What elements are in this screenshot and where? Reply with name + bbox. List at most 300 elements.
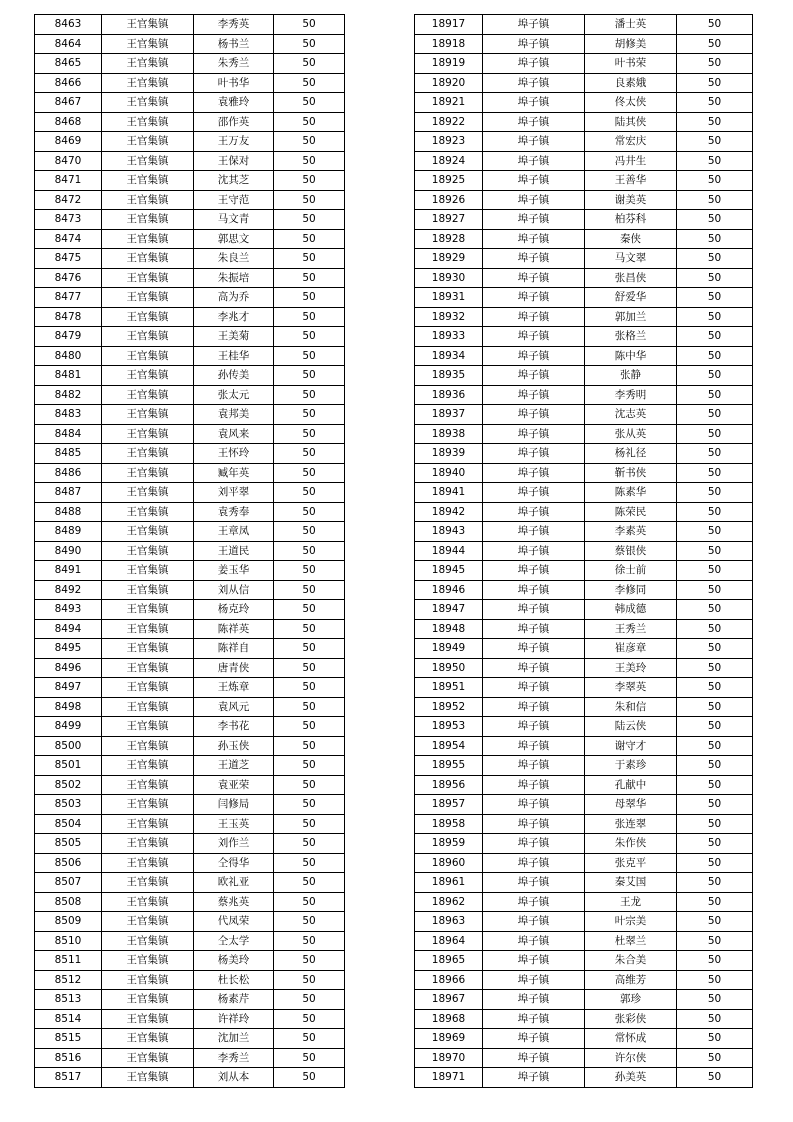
name-cell: 蔡兆英: [194, 892, 274, 912]
table-row: [415, 912, 753, 932]
name-cell: 唐青侠: [194, 658, 274, 678]
row-number-cell: 18964: [415, 931, 483, 951]
row-number-cell: 8509: [35, 912, 102, 932]
name-cell: 母翠华: [585, 795, 677, 815]
town-cell: 王官集镇: [102, 288, 194, 308]
table-row: [35, 1029, 345, 1049]
row-number-cell: 8492: [35, 580, 102, 600]
name-cell: 李书花: [194, 717, 274, 737]
town-cell: 王官集镇: [102, 619, 194, 639]
town-cell: 埠子镇: [483, 756, 585, 776]
row-number-cell: 8506: [35, 853, 102, 873]
row-number-cell: 8500: [35, 736, 102, 756]
row-number-cell: 8498: [35, 697, 102, 717]
town-cell: 王官集镇: [102, 385, 194, 405]
town-cell: 埠子镇: [483, 717, 585, 737]
amount-cell: 50: [677, 73, 753, 93]
row-number-cell: 8508: [35, 892, 102, 912]
table-row: [415, 15, 753, 35]
amount-cell: 50: [274, 268, 345, 288]
name-cell: 李秀明: [585, 385, 677, 405]
amount-cell: 50: [677, 736, 753, 756]
row-number-cell: 18923: [415, 132, 483, 152]
row-number-cell: 8512: [35, 970, 102, 990]
town-cell: 王官集镇: [102, 561, 194, 581]
table-row: [415, 34, 753, 54]
town-cell: 王官集镇: [102, 639, 194, 659]
amount-cell: 50: [677, 327, 753, 347]
town-cell: 王官集镇: [102, 834, 194, 854]
row-number-cell: 8490: [35, 541, 102, 561]
row-number-cell: 8505: [35, 834, 102, 854]
table-row: [35, 892, 345, 912]
row-number-cell: 18941: [415, 483, 483, 503]
amount-cell: 50: [274, 541, 345, 561]
amount-cell: 50: [677, 93, 753, 113]
amount-cell: 50: [274, 1029, 345, 1049]
town-cell: 埠子镇: [483, 93, 585, 113]
name-cell: 孙美英: [585, 1068, 677, 1088]
name-cell: 谢守才: [585, 736, 677, 756]
table-row: [415, 561, 753, 581]
town-cell: 王官集镇: [102, 717, 194, 737]
town-cell: 埠子镇: [483, 15, 585, 35]
table-row: [415, 834, 753, 854]
town-cell: 王官集镇: [102, 73, 194, 93]
name-cell: 王道芝: [194, 756, 274, 776]
town-cell: 王官集镇: [102, 931, 194, 951]
name-cell: 李秀兰: [194, 1048, 274, 1068]
table-row: [35, 814, 345, 834]
town-cell: 王官集镇: [102, 249, 194, 269]
table-row: [35, 151, 345, 171]
row-number-cell: 18966: [415, 970, 483, 990]
row-number-cell: 18926: [415, 190, 483, 210]
amount-cell: 50: [274, 561, 345, 581]
name-cell: 王玉英: [194, 814, 274, 834]
table-row: [415, 853, 753, 873]
name-cell: 杨素芹: [194, 990, 274, 1010]
name-cell: 朱振培: [194, 268, 274, 288]
town-cell: 王官集镇: [102, 912, 194, 932]
row-number-cell: 8469: [35, 132, 102, 152]
town-cell: 埠子镇: [483, 970, 585, 990]
row-number-cell: 8473: [35, 210, 102, 230]
amount-cell: 50: [677, 541, 753, 561]
table-row: [35, 249, 345, 269]
amount-cell: 50: [274, 814, 345, 834]
name-cell: 杨书兰: [194, 34, 274, 54]
amount-cell: 50: [274, 873, 345, 893]
town-cell: 埠子镇: [483, 1009, 585, 1029]
town-cell: 王官集镇: [102, 970, 194, 990]
table-row: [415, 385, 753, 405]
town-cell: 埠子镇: [483, 795, 585, 815]
amount-cell: 50: [677, 1068, 753, 1088]
town-cell: 埠子镇: [483, 541, 585, 561]
name-cell: 孙玉侠: [194, 736, 274, 756]
name-cell: 马文青: [194, 210, 274, 230]
row-number-cell: 18970: [415, 1048, 483, 1068]
table-row: [415, 892, 753, 912]
table-row: [35, 697, 345, 717]
town-cell: 埠子镇: [483, 346, 585, 366]
name-cell: 王守范: [194, 190, 274, 210]
town-cell: 王官集镇: [102, 795, 194, 815]
name-cell: 杜长松: [194, 970, 274, 990]
name-cell: 仝太学: [194, 931, 274, 951]
table-row: [415, 54, 753, 74]
row-number-cell: 8475: [35, 249, 102, 269]
amount-cell: 50: [274, 171, 345, 191]
amount-cell: 50: [677, 502, 753, 522]
amount-cell: 50: [274, 912, 345, 932]
town-cell: 王官集镇: [102, 658, 194, 678]
name-cell: 王章凤: [194, 522, 274, 542]
town-cell: 王官集镇: [102, 132, 194, 152]
name-cell: 王道民: [194, 541, 274, 561]
amount-cell: 50: [677, 678, 753, 698]
town-cell: 王官集镇: [102, 541, 194, 561]
town-cell: 埠子镇: [483, 1068, 585, 1088]
row-number-cell: 18919: [415, 54, 483, 74]
town-cell: 王官集镇: [102, 405, 194, 425]
row-number-cell: 8504: [35, 814, 102, 834]
table-row: [415, 795, 753, 815]
name-cell: 秦侠: [585, 229, 677, 249]
table-row: [35, 346, 345, 366]
town-cell: 埠子镇: [483, 190, 585, 210]
row-number-cell: 8487: [35, 483, 102, 503]
row-number-cell: 18933: [415, 327, 483, 347]
table-row: [415, 1068, 753, 1088]
table-row: [35, 1009, 345, 1029]
town-cell: 王官集镇: [102, 1029, 194, 1049]
amount-cell: 50: [274, 853, 345, 873]
row-number-cell: 18936: [415, 385, 483, 405]
amount-cell: 50: [274, 1009, 345, 1029]
row-number-cell: 8474: [35, 229, 102, 249]
town-cell: 埠子镇: [483, 444, 585, 464]
row-number-cell: 8491: [35, 561, 102, 581]
amount-cell: 50: [677, 171, 753, 191]
row-number-cell: 8483: [35, 405, 102, 425]
town-cell: 埠子镇: [483, 268, 585, 288]
amount-cell: 50: [274, 756, 345, 776]
amount-cell: 50: [274, 483, 345, 503]
table-row: [415, 990, 753, 1010]
amount-cell: 50: [274, 775, 345, 795]
name-cell: 郭加兰: [585, 307, 677, 327]
name-cell: 常宏庆: [585, 132, 677, 152]
amount-cell: 50: [677, 1029, 753, 1049]
name-cell: 袁风元: [194, 697, 274, 717]
row-number-cell: 8503: [35, 795, 102, 815]
table-row: [35, 639, 345, 659]
name-cell: 王桂华: [194, 346, 274, 366]
row-number-cell: 8467: [35, 93, 102, 113]
amount-cell: 50: [274, 385, 345, 405]
town-cell: 埠子镇: [483, 639, 585, 659]
table-row: [35, 775, 345, 795]
table-row: [35, 541, 345, 561]
name-cell: 陈素华: [585, 483, 677, 503]
left-table: [34, 14, 345, 1088]
row-number-cell: 8493: [35, 600, 102, 620]
row-number-cell: 18946: [415, 580, 483, 600]
row-number-cell: 18931: [415, 288, 483, 308]
name-cell: 袁秀奉: [194, 502, 274, 522]
town-cell: 埠子镇: [483, 658, 585, 678]
town-cell: 埠子镇: [483, 54, 585, 74]
amount-cell: 50: [274, 34, 345, 54]
name-cell: 张静: [585, 366, 677, 386]
row-number-cell: 8499: [35, 717, 102, 737]
table-row: [415, 873, 753, 893]
amount-cell: 50: [677, 561, 753, 581]
name-cell: 韩成德: [585, 600, 677, 620]
name-cell: 胡修美: [585, 34, 677, 54]
amount-cell: 50: [274, 951, 345, 971]
name-cell: 王龙: [585, 892, 677, 912]
table-row: [35, 931, 345, 951]
name-cell: 朱和信: [585, 697, 677, 717]
town-cell: 王官集镇: [102, 678, 194, 698]
name-cell: 王善华: [585, 171, 677, 191]
town-cell: 王官集镇: [102, 775, 194, 795]
amount-cell: 50: [274, 697, 345, 717]
table-row: [415, 736, 753, 756]
table-row: [415, 1048, 753, 1068]
row-number-cell: 8496: [35, 658, 102, 678]
name-cell: 王炼章: [194, 678, 274, 698]
town-cell: 王官集镇: [102, 522, 194, 542]
amount-cell: 50: [677, 268, 753, 288]
town-cell: 埠子镇: [483, 1029, 585, 1049]
table-row: [35, 951, 345, 971]
name-cell: 郭思文: [194, 229, 274, 249]
town-cell: 埠子镇: [483, 931, 585, 951]
table-row: [35, 15, 345, 35]
name-cell: 王美菊: [194, 327, 274, 347]
row-number-cell: 18953: [415, 717, 483, 737]
table-row: [415, 288, 753, 308]
name-cell: 张彩侠: [585, 1009, 677, 1029]
town-cell: 埠子镇: [483, 327, 585, 347]
town-cell: 埠子镇: [483, 619, 585, 639]
amount-cell: 50: [677, 931, 753, 951]
table-row: [415, 756, 753, 776]
amount-cell: 50: [677, 249, 753, 269]
amount-cell: 50: [274, 210, 345, 230]
row-number-cell: 18918: [415, 34, 483, 54]
row-number-cell: 18969: [415, 1029, 483, 1049]
row-number-cell: 8494: [35, 619, 102, 639]
name-cell: 张从英: [585, 424, 677, 444]
table-row: [35, 756, 345, 776]
amount-cell: 50: [677, 717, 753, 737]
row-number-cell: 18932: [415, 307, 483, 327]
row-number-cell: 18943: [415, 522, 483, 542]
amount-cell: 50: [677, 1048, 753, 1068]
name-cell: 闫修局: [194, 795, 274, 815]
town-cell: 埠子镇: [483, 229, 585, 249]
name-cell: 代凤荣: [194, 912, 274, 932]
name-cell: 徐士前: [585, 561, 677, 581]
table-row: [35, 190, 345, 210]
name-cell: 许尔侠: [585, 1048, 677, 1068]
amount-cell: 50: [677, 151, 753, 171]
amount-cell: 50: [274, 112, 345, 132]
table-row: [35, 600, 345, 620]
table-row: [35, 795, 345, 815]
amount-cell: 50: [274, 463, 345, 483]
table-row: [35, 54, 345, 74]
town-cell: 埠子镇: [483, 580, 585, 600]
name-cell: 张格兰: [585, 327, 677, 347]
table-row: [35, 210, 345, 230]
row-number-cell: 18934: [415, 346, 483, 366]
name-cell: 朱秀兰: [194, 54, 274, 74]
town-cell: 埠子镇: [483, 892, 585, 912]
town-cell: 埠子镇: [483, 834, 585, 854]
amount-cell: 50: [274, 288, 345, 308]
table-row: [35, 483, 345, 503]
amount-cell: 50: [677, 775, 753, 795]
name-cell: 冯井生: [585, 151, 677, 171]
name-cell: 朱合美: [585, 951, 677, 971]
town-cell: 王官集镇: [102, 1048, 194, 1068]
name-cell: 刘平翠: [194, 483, 274, 503]
name-cell: 蔡银侠: [585, 541, 677, 561]
table-row: [35, 990, 345, 1010]
town-cell: 埠子镇: [483, 483, 585, 503]
amount-cell: 50: [274, 658, 345, 678]
name-cell: 张克平: [585, 853, 677, 873]
table-row: [415, 463, 753, 483]
table-row: [35, 678, 345, 698]
row-number-cell: 8482: [35, 385, 102, 405]
row-number-cell: 18925: [415, 171, 483, 191]
row-number-cell: 8468: [35, 112, 102, 132]
amount-cell: 50: [274, 405, 345, 425]
town-cell: 王官集镇: [102, 424, 194, 444]
table-row: [415, 132, 753, 152]
row-number-cell: 18938: [415, 424, 483, 444]
row-number-cell: 8514: [35, 1009, 102, 1029]
amount-cell: 50: [677, 190, 753, 210]
amount-cell: 50: [677, 639, 753, 659]
table-row: [415, 171, 753, 191]
amount-cell: 50: [274, 366, 345, 386]
name-cell: 张太元: [194, 385, 274, 405]
town-cell: 王官集镇: [102, 229, 194, 249]
row-number-cell: 18947: [415, 600, 483, 620]
amount-cell: 50: [677, 112, 753, 132]
town-cell: 王官集镇: [102, 444, 194, 464]
town-cell: 埠子镇: [483, 1048, 585, 1068]
name-cell: 佟太侠: [585, 93, 677, 113]
row-number-cell: 18921: [415, 93, 483, 113]
amount-cell: 50: [677, 853, 753, 873]
row-number-cell: 8517: [35, 1068, 102, 1088]
town-cell: 埠子镇: [483, 385, 585, 405]
town-cell: 王官集镇: [102, 1068, 194, 1088]
name-cell: 李素英: [585, 522, 677, 542]
row-number-cell: 8511: [35, 951, 102, 971]
name-cell: 陆云侠: [585, 717, 677, 737]
amount-cell: 50: [274, 502, 345, 522]
town-cell: 埠子镇: [483, 132, 585, 152]
name-cell: 杜翠兰: [585, 931, 677, 951]
amount-cell: 50: [274, 678, 345, 698]
table-row: [415, 951, 753, 971]
amount-cell: 50: [274, 834, 345, 854]
row-number-cell: 8465: [35, 54, 102, 74]
amount-cell: 50: [274, 736, 345, 756]
name-cell: 叶书荣: [585, 54, 677, 74]
town-cell: 王官集镇: [102, 346, 194, 366]
amount-cell: 50: [677, 697, 753, 717]
name-cell: 朱作侠: [585, 834, 677, 854]
name-cell: 舒爱华: [585, 288, 677, 308]
town-cell: 埠子镇: [483, 151, 585, 171]
name-cell: 李兆才: [194, 307, 274, 327]
amount-cell: 50: [677, 951, 753, 971]
row-number-cell: 8489: [35, 522, 102, 542]
town-cell: 王官集镇: [102, 951, 194, 971]
table-row: [35, 307, 345, 327]
row-number-cell: 8471: [35, 171, 102, 191]
town-cell: 王官集镇: [102, 112, 194, 132]
row-number-cell: 18927: [415, 210, 483, 230]
name-cell: 陆其侠: [585, 112, 677, 132]
amount-cell: 50: [274, 15, 345, 35]
table-row: [415, 366, 753, 386]
town-cell: 埠子镇: [483, 951, 585, 971]
row-number-cell: 8516: [35, 1048, 102, 1068]
row-number-cell: 8497: [35, 678, 102, 698]
row-number-cell: 8495: [35, 639, 102, 659]
amount-cell: 50: [677, 619, 753, 639]
amount-cell: 50: [677, 34, 753, 54]
name-cell: 高为乔: [194, 288, 274, 308]
town-cell: 埠子镇: [483, 288, 585, 308]
amount-cell: 50: [677, 522, 753, 542]
table-row: [35, 112, 345, 132]
town-cell: 埠子镇: [483, 405, 585, 425]
table-row: [415, 931, 753, 951]
town-cell: 埠子镇: [483, 775, 585, 795]
row-number-cell: 18954: [415, 736, 483, 756]
row-number-cell: 8472: [35, 190, 102, 210]
table-row: [35, 1048, 345, 1068]
town-cell: 埠子镇: [483, 34, 585, 54]
name-cell: 叶书华: [194, 73, 274, 93]
row-number-cell: 18958: [415, 814, 483, 834]
town-cell: 王官集镇: [102, 873, 194, 893]
town-cell: 王官集镇: [102, 736, 194, 756]
amount-cell: 50: [677, 658, 753, 678]
row-number-cell: 18956: [415, 775, 483, 795]
table-row: [35, 1068, 345, 1088]
name-cell: 朱良兰: [194, 249, 274, 269]
row-number-cell: 18950: [415, 658, 483, 678]
town-cell: 埠子镇: [483, 814, 585, 834]
name-cell: 刘作兰: [194, 834, 274, 854]
town-cell: 王官集镇: [102, 268, 194, 288]
name-cell: 邵作英: [194, 112, 274, 132]
